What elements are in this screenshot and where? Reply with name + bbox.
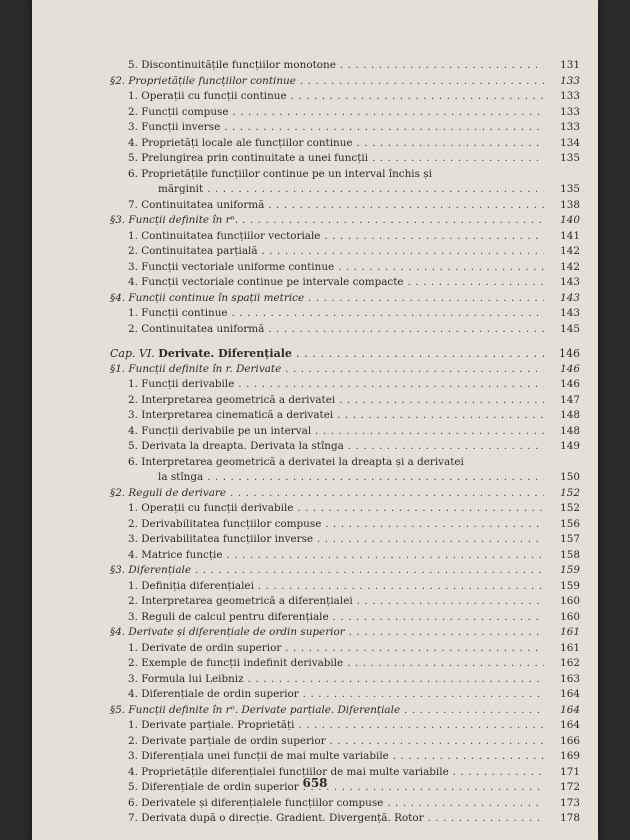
- toc-subsection-entry: [110, 105, 580, 121]
- toc-page-number: 149: [560, 440, 580, 452]
- toc-chapter-entry: [110, 346, 580, 362]
- toc-section-entry: [110, 563, 580, 579]
- toc-entry-title: 6. Proprietățile funcțiilor continue pe un interval închis și: [128, 167, 432, 180]
- toc-page-number: 138: [560, 198, 580, 211]
- toc-page-number: 135: [560, 152, 580, 164]
- toc-subsection-entry: [110, 244, 580, 260]
- toc-entry-title: §4. Derivate și diferențiale de ordin superior . .: [110, 625, 544, 641]
- toc-page-number: 169: [560, 750, 580, 762]
- toc-entry-title: 3. Reguli de calcul pentru diferențiale . .: [110, 610, 544, 626]
- toc-page-number: 159: [560, 564, 580, 576]
- toc-page-number: 172: [560, 781, 580, 793]
- toc-page-number: 142: [560, 245, 580, 257]
- toc-entry-title: 2. Exemple de funcții indefinit derivabile . .: [110, 656, 544, 672]
- toc-page-number: 163: [560, 672, 580, 685]
- toc-subsection-entry: [110, 641, 580, 657]
- toc-entry-title: 3. Derivabilitatea funcțiilor inverse . .: [110, 532, 544, 548]
- toc-page-number: 133: [560, 121, 580, 133]
- toc-entry-title: 5. Diferențiale de ordin superior . .: [110, 780, 544, 796]
- toc-subsection-entry: [110, 229, 580, 245]
- toc-page-number: 164: [560, 688, 580, 700]
- toc-page-number: 146: [560, 362, 580, 375]
- toc-entry-title: 2. Continuitatea uniformă . .: [110, 322, 544, 338]
- table-of-contents: [110, 58, 580, 827]
- toc-section-entry: [110, 291, 580, 307]
- toc-page-number: 164: [560, 719, 580, 731]
- toc-subsection-entry: [110, 58, 580, 74]
- toc-entry-title: 1. Definiția diferențialei . .: [110, 579, 544, 595]
- toc-subsection-entry: [110, 749, 580, 765]
- toc-entry-title: 4. Funcții vectoriale continue pe intervale compacte . .: [110, 275, 544, 291]
- toc-entry-title: §3. Funcții definite în rⁿ. . .: [110, 213, 544, 229]
- toc-entry-title: 1. Operații cu funcții derivabile . .: [110, 501, 544, 517]
- toc-subsection-entry: [110, 532, 580, 548]
- toc-section-entry: [110, 213, 580, 229]
- toc-entry-title: la stînga . .: [110, 470, 544, 486]
- toc-entry-title: 5. Prelungirea prin continuitate a unei funcții . .: [110, 151, 544, 167]
- toc-entry-title: 4. Diferențiale de ordin superior . .: [110, 687, 544, 703]
- toc-subsection-entry: [110, 796, 580, 812]
- toc-entry-title: 5. Discontinuitățile funcțiilor monotone . .: [110, 58, 544, 74]
- toc-subsection-entry: [110, 322, 580, 338]
- toc-entry-title: §2. Reguli de derivare . .: [110, 486, 544, 502]
- toc-subsection-entry: [110, 734, 580, 750]
- toc-subsection-entry: [110, 455, 580, 471]
- toc-entry-title: 2. Continuitatea parțială . .: [110, 244, 544, 260]
- book-page: [32, 0, 598, 840]
- toc-page-number: 141: [560, 229, 580, 242]
- toc-entry-title: 1. Derivate parțiale. Proprietăți . .: [110, 718, 544, 734]
- toc-page-number: 134: [560, 136, 580, 149]
- toc-subsection-entry: [110, 306, 580, 322]
- toc-subsection-entry: [110, 424, 580, 440]
- toc-subsection-entry: [110, 393, 580, 409]
- toc-page-number: 143: [560, 276, 580, 288]
- toc-subsection-entry: [110, 548, 580, 564]
- toc-entry-title: mărginit . .: [110, 182, 544, 198]
- toc-subsection-entry: [110, 579, 580, 595]
- toc-page-number: 160: [560, 610, 580, 623]
- toc-page-number: 147: [560, 393, 580, 406]
- toc-subsection-entry: [110, 167, 580, 183]
- toc-section-entry: [110, 486, 580, 502]
- toc-entry-title: 2. Funcții compuse . .: [110, 105, 544, 121]
- toc-entry-title: 3. Formula lui Leibniz . .: [110, 672, 544, 688]
- toc-page-number: 148: [560, 424, 580, 437]
- toc-entry-title: 4. Proprietăți locale ale funcțiilor continue . .: [110, 136, 544, 152]
- toc-subsection-entry: [110, 198, 580, 214]
- toc-page-number: 164: [560, 703, 580, 716]
- toc-entry-title: 1. Funcții continue . .: [110, 306, 544, 322]
- toc-page-number: 152: [560, 486, 580, 499]
- toc-entry-title: 4. Matrice funcție . .: [110, 548, 544, 564]
- toc-continuation-line: [110, 470, 580, 486]
- toc-subsection-entry: [110, 120, 580, 136]
- toc-subsection-entry: [110, 687, 580, 703]
- toc-page-number: 145: [560, 322, 580, 335]
- toc-page-number: 142: [560, 260, 580, 273]
- toc-page-number: 152: [560, 502, 580, 514]
- toc-subsection-entry: [110, 656, 580, 672]
- toc-page-number: 146: [560, 378, 580, 390]
- toc-section-entry: [110, 625, 580, 641]
- toc-page-number: 178: [560, 812, 580, 824]
- toc-entry-title: §3. Diferențiale . .: [110, 563, 544, 579]
- toc-entry-title: 3. Funcții vectoriale uniforme continue . .: [110, 260, 544, 276]
- toc-entry-title: 3. Diferențiala unei funcții de mai multe variabile . .: [110, 749, 544, 765]
- toc-page-number: 158: [560, 548, 580, 561]
- toc-page-number: 146: [559, 347, 580, 360]
- chapter-title: Derivate. Diferențiale: [158, 347, 292, 360]
- toc-entry-title: 4. Proprietățile diferențialei funcțiilor de mai multe variabile . .: [110, 765, 544, 781]
- toc-entry-title: §1. Funcții definite în r. Derivate . .: [110, 362, 544, 378]
- toc-page-number: 161: [560, 626, 580, 638]
- toc-page-number: 150: [560, 471, 580, 483]
- toc-subsection-entry: [110, 136, 580, 152]
- toc-entry-title: 2. Interpretarea geometrică a diferențialei . .: [110, 594, 544, 610]
- toc-subsection-entry: [110, 594, 580, 610]
- toc-subsection-entry: [110, 89, 580, 105]
- toc-entry-title: §5. Funcții definite în rⁿ. Derivate parțiale. Diferențiale . .: [110, 703, 544, 719]
- toc-subsection-entry: [110, 260, 580, 276]
- toc-page-number: 161: [560, 641, 580, 654]
- toc-continuation-line: [110, 182, 580, 198]
- toc-section-entry: [110, 703, 580, 719]
- toc-entry-title: 3. Interpretarea cinematică a derivatei . .: [110, 408, 544, 424]
- toc-entry-title: 5. Derivata la dreapta. Derivata la stînga . .: [110, 439, 544, 455]
- toc-subsection-entry: [110, 517, 580, 533]
- toc-subsection-entry: [110, 275, 580, 291]
- toc-entry-title: 1. Derivate de ordin superior . .: [110, 641, 544, 657]
- toc-entry-title: [110, 346, 544, 362]
- toc-entry-title: 7. Derivata după o direcție. Gradient. Divergență. Rotor . .: [110, 811, 544, 827]
- toc-page-number: 133: [560, 105, 580, 118]
- toc-subsection-entry: [110, 501, 580, 517]
- toc-page-number: 143: [560, 307, 580, 319]
- toc-page-number: 140: [560, 214, 580, 226]
- toc-subsection-entry: [110, 408, 580, 424]
- toc-entry-title: 2. Derivate parțiale de ordin superior . .: [110, 734, 544, 750]
- toc-page-number: 143: [560, 291, 580, 304]
- toc-entry-title: §2. Proprietățile funcțiilor continue . .: [110, 74, 544, 90]
- toc-subsection-entry: [110, 610, 580, 626]
- toc-page-number: 131: [560, 59, 580, 71]
- toc-entry-title: §4. Funcții continue în spații metrice . .: [110, 291, 544, 307]
- toc-entry-title: 4. Funcții derivabile pe un interval . .: [110, 424, 544, 440]
- toc-subsection-entry: [110, 718, 580, 734]
- toc-subsection-entry: [110, 672, 580, 688]
- toc-page-number: 171: [560, 765, 580, 778]
- toc-page-number: 157: [560, 533, 580, 545]
- toc-page-number: 166: [560, 734, 580, 747]
- toc-entry-title: 2. Derivabilitatea funcțiilor compuse . .: [110, 517, 544, 533]
- toc-page-number: 133: [560, 90, 580, 102]
- toc-entry-title: 1. Continuitatea funcțiilor vectoriale . .: [110, 229, 544, 245]
- page-number: 658: [302, 776, 328, 790]
- toc-entry-title: 6. Derivatele și diferențialele funcțiilor compuse . .: [110, 796, 544, 812]
- toc-page-number: 173: [560, 796, 580, 809]
- toc-section-entry: [110, 74, 580, 90]
- toc-page-number: 160: [560, 595, 580, 607]
- toc-subsection-entry: [110, 811, 580, 827]
- toc-entry-title: 6. Interpretarea geometrică a derivatei la dreapta și a derivatei: [128, 455, 464, 468]
- toc-entry-title: 1. Funcții derivabile . .: [110, 377, 544, 393]
- toc-entry-title: 3. Funcții inverse . .: [110, 120, 544, 136]
- toc-page-number: 135: [560, 183, 580, 195]
- toc-page-number: 148: [560, 409, 580, 421]
- toc-page-number: 133: [560, 74, 580, 87]
- toc-entry-title: 7. Continuitatea uniformă . .: [110, 198, 544, 214]
- toc-page-number: 159: [560, 579, 580, 592]
- toc-subsection-entry: [110, 377, 580, 393]
- toc-subsection-entry: [110, 151, 580, 167]
- toc-section-entry: [110, 362, 580, 378]
- toc-entry-title: 1. Operații cu funcții continue . .: [110, 89, 544, 105]
- chapter-number: Cap. VI.: [110, 347, 155, 360]
- toc-entry-title: 2. Interpretarea geometrică a derivatei . .: [110, 393, 544, 409]
- toc-page-number: 162: [560, 657, 580, 669]
- toc-page-number: 156: [560, 517, 580, 530]
- toc-subsection-entry: [110, 439, 580, 455]
